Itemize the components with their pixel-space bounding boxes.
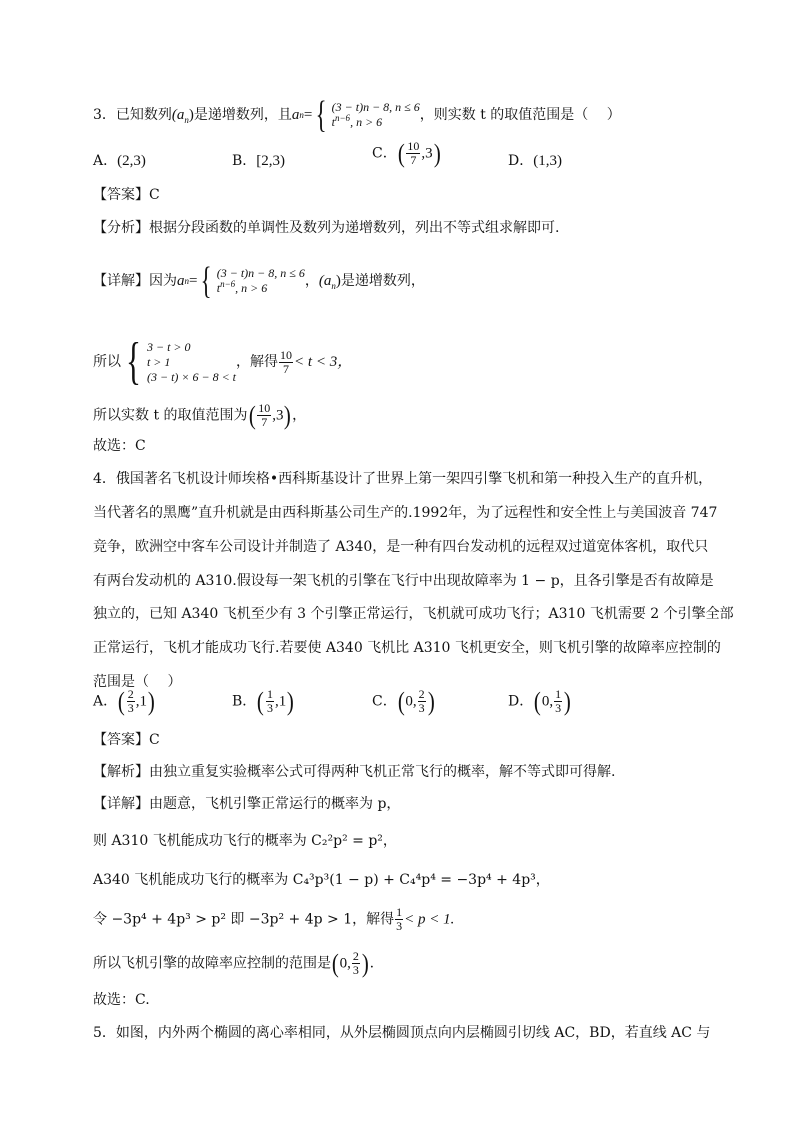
q4-a340-prob: A340 飞机能成功飞行的概率为 C₄³p³(1 − p) + C₄⁴p⁴ = −3p⁴ + 4p³，	[93, 872, 550, 888]
q3-option-a: A．(2,3)	[93, 153, 146, 169]
q3-system: 所以 { 3 − t > 0 t > 1 (3 − t) × 6 − 8 < t ，解得 $\frac{10}{7}$ < t < 3，	[93, 333, 353, 390]
q4-option-a: A．( $\frac{2}{3}$ ,1)	[93, 686, 155, 716]
q3-range: 所以实数 t 的取值范围为( $\frac{10}{7}$ ,3)，	[93, 400, 307, 430]
q4-option-d: D．(0, $\frac{1}{3}$ )	[508, 686, 571, 716]
q3-option-c: C．( $\frac{10}{7}$ ,3)	[372, 138, 441, 168]
q3-answer: 【答案】C	[93, 187, 160, 203]
q4-answer: 【答案】C	[93, 732, 160, 748]
q4-line-4: 有两台发动机的 A310.假设每一架飞机的引擎在飞行中出现故障率为 1 − p，且各引擎是否有故障是	[93, 573, 714, 589]
q4-option-c: C．(0, $\frac{2}{3}$ )	[372, 686, 435, 716]
q4-a310-prob: 则 A310 飞机能成功飞行的概率为 C₂²p² = p²，	[93, 833, 397, 849]
q4-line-2: 当代著名的黑鹰”直升机就是由西科斯基公司生产的.1992年，为了远程性和安全性上与美国波音 747	[93, 505, 718, 521]
q3-piecewise: a n = { (3 − t)n − 8, n ≤ 6 $t^{n-6}$, n > 6	[291, 94, 420, 136]
q4-range: 所以飞机引擎的故障率应控制的范围是(0, $\frac{2}{3}$ ).	[93, 948, 375, 978]
q5-line-1: 5．如图，内外两个椭圆的离心率相同，从外层椭圆顶点向内层椭圆引切线 AC，BD，若直线 AC 与	[93, 1025, 711, 1041]
q3-stem: 3．已知数列$(a_n)$是递增数列，且 a n = { (3 − t)n − 8, n ≤ 6 $t^{n-6}$, n > 6 ，则实数 t 的取值范围是（ ）	[93, 94, 621, 136]
q4-line-1: 4．俄国著名飞机设计师埃格•西科斯基设计了世界上第一架四引擎飞机和第一种投入生产的直升机，	[93, 471, 713, 487]
q4-analysis: 【解析】由独立重复实验概率公式可得两种飞机正常飞行的概率，解不等式即可得解.	[93, 764, 616, 780]
q4-inequality: 令 −3p⁴ + 4p³ > p² 即 −3p² + 4p > 1，解得 $\frac{1}{3}$ < p < 1.	[93, 905, 455, 933]
q3-analysis: 【分析】根据分段函数的单调性及数列为递增数列，列出不等式组求解即可.	[93, 220, 560, 236]
q4-detail: 【详解】由题意，飞机引擎正常运行的概率为 p，	[93, 796, 401, 812]
q3-option-b: B．[2,3)	[232, 153, 286, 169]
q3-option-d: D．(1,3)	[508, 153, 562, 169]
q3-choose: 故选：C	[93, 438, 146, 454]
q4-option-b: B．( $\frac{1}{3}$ ,1)	[232, 686, 295, 716]
q4-line-7: 范围是（ ）	[93, 674, 182, 690]
q3-detail: 【详解】因为 a n = { (3 − t)n − 8, n ≤ 6 $t^{n-6}$, n > 6 ，$(a_n)$是递增数列，	[93, 260, 425, 302]
q4-line-5: 独立的，已知 A340 飞机至少有 3 个引擎正常运行，飞机就可成功飞行；A310 飞机需要 2 个引擎全部	[93, 606, 734, 622]
q4-line-3: 竞争，欧洲空中客车公司设计并制造了 A340，是一种有四台发动机的远程双过道宽体客机，取代只	[93, 539, 709, 555]
q4-line-6: 正常运行，飞机才能成功飞行.若要使 A340 飞机比 A310 飞机更安全，则飞机引擎的故障率应控制的	[93, 640, 721, 656]
q4-choose: 故选：C.	[93, 992, 150, 1008]
